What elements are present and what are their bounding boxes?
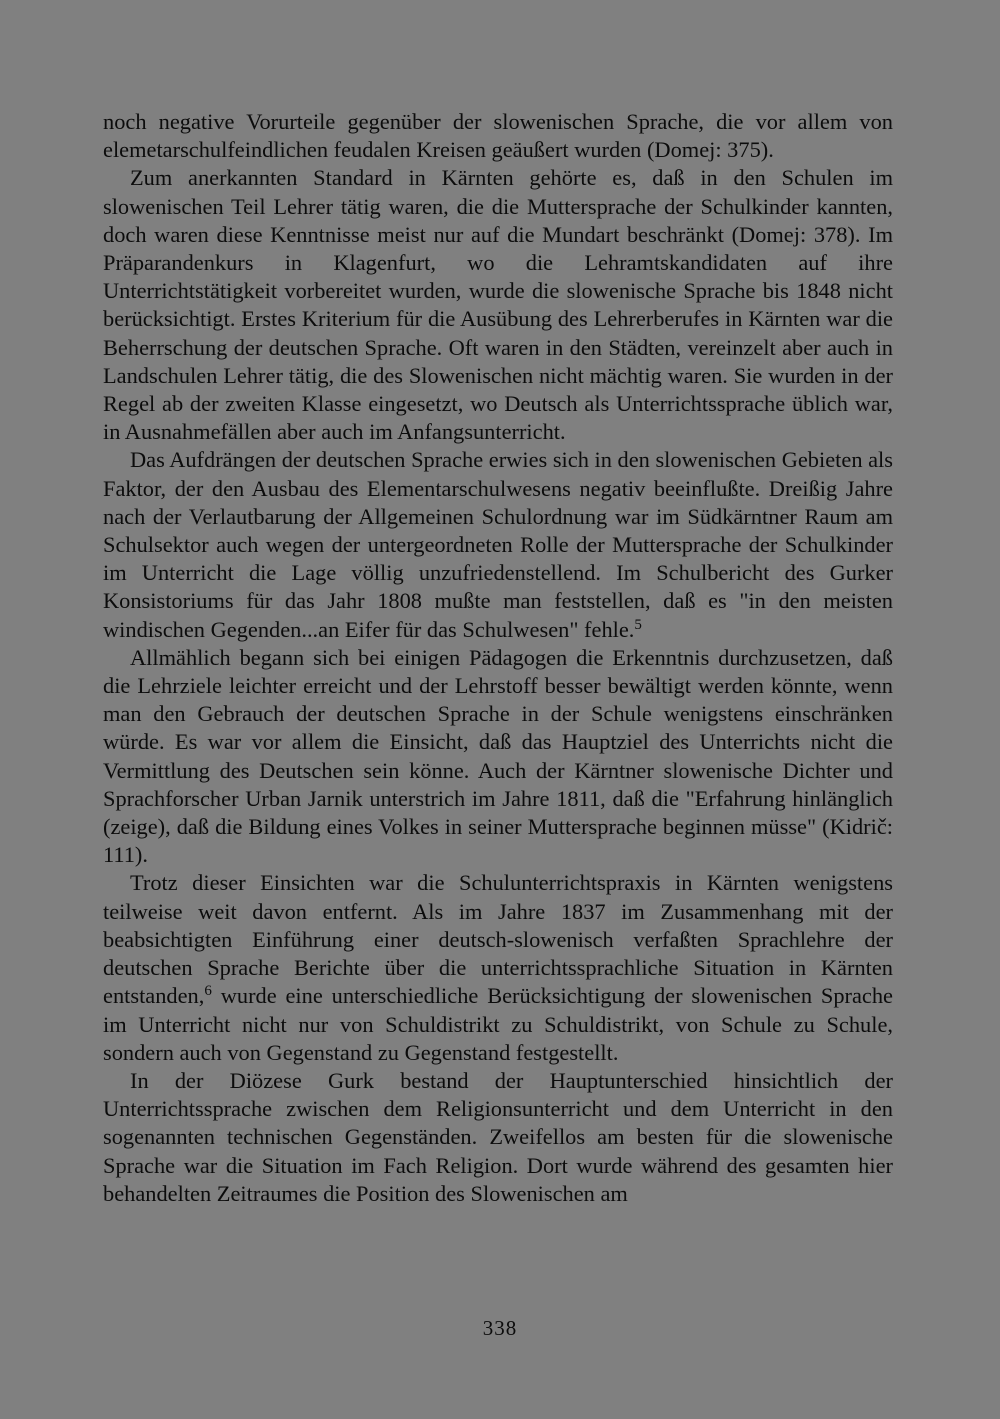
paragraph-4: Allmählich begann sich bei einigen Pädagogen die Erkenntnis durchzusetzen, daß die Lehrziele leichter erreicht und der Lehrstoff besser bewältigt werden könnte, wenn man den Gebrauch der deutschen Sprache in der Schule wenigstens einschränken würde. Es war vor allem die Einsicht, daß das Hauptziel des Unterrichts nicht die Vermittlung des Deutschen sein könne. Auch der Kärntner slowenische Dichter und Sprachforscher Urban Jarnik unterstrich im Jahre 1811, daß die "Erfahrung hinlänglich (zeige), daß die Bildung eines Volkes in seiner Muttersprache beginnen müsse" (Kidrič: 111). xyxy=(103,644,893,868)
paragraph-2: Zum anerkannten Standard in Kärnten gehörte es, daß in den Schulen im slowenischen Teil Lehrer tätig waren, die die Muttersprache der Schulkinder kannten, doch waren diese Kenntnisse meist nur auf die Mundart beschränkt (Domej: 378). Im Präparandenkurs in Klagenfurt, wo die Lehramtskandidaten auf ihre Unterrichtstätigkeit vorbereitet wurden, wurde die slowenische Sprache bis 1848 nicht berücksichtigt. Erstes Kriterium für die Ausübung des Lehrerberufes in Kärnten war die Beherrschung der deutschen Sprache. Oft waren in den Städten, vereinzelt aber auch in Landschulen Lehrer tätig, die des Slowenischen nicht mächtig waren. Sie wurden in der Regel ab der zweiten Klasse eingesetzt, wo Deutsch als Unterrichtssprache üblich war, in Ausnahmefällen aber auch im Anfangsunterricht. xyxy=(103,165,893,445)
paragraph-3 xyxy=(103,446,893,643)
footnote-marker-5: 5 xyxy=(634,616,642,633)
paragraph-6: In der Diözese Gurk bestand der Hauptunterschied hinsichtlich der Unterrichtssprache zwischen dem Religionsunterricht und dem Unterricht in den sogenannten technischen Gegenständen. Zweifellos am besten für die slowenische Sprache war die Situation im Fach Religion. Dort wurde während des gesamten hier behandelten Zeitraumes die Position des Slowenischen am xyxy=(103,1067,893,1206)
body-text xyxy=(103,108,893,1208)
footnote-marker-6: 6 xyxy=(204,983,212,1000)
paragraph-5-text-before: Trotz dieser Einsichten war die Schulunterrichtspraxis in Kärnten wenigstens teilweise weit davon entfernt. Als im Jahre 1837 im Zusammenhang mit der beabsichtigten Einführung einer deutsch-slowenisch verfaßten Sprachlehre der deutschen Sprache Berichte über die unterrichtssprachliche Situation in Kärnten entstanden, xyxy=(103,870,893,1009)
paragraph-1: noch negative Vorurteile gegenüber der slowenischen Sprache, die vor allem von elemetarschulfeindlichen feudalen Kreisen geäußert wurden (Domej: 375). xyxy=(103,109,893,163)
paragraph-3-text: Das Aufdrängen der deutschen Sprache erwies sich in den slowenischen Gebieten als Faktor, der den Ausbau des Elementarschulwesens negativ beeinflußte. Dreißig Jahre nach der Verlautbarung der Allgemeinen Schulordnung war im Südkärntner Raum am Schulsektor auch wegen der untergeordneten Rolle der Muttersprache der Schulkinder im Unterricht die Lage völlig unzufriedenstellend. Im Schulbericht des Gurker Konsistoriums für das Jahr 1808 mußte man feststellen, daß es "in den meisten windischen Gegenden...an Eifer für das Schulwesen" fehle. xyxy=(103,447,893,642)
paragraph-5-text-after: wurde eine unterschiedliche Berücksichtigung der slowenischen Sprache im Unterricht nicht nur von Schuldistrikt zu Schuldistrikt, von Schule zu Schule, sondern auch von Gegenstand zu Gegenstand festgestellt. xyxy=(103,983,893,1065)
paragraph-5 xyxy=(103,869,893,1066)
page-number: 338 xyxy=(482,1316,518,1340)
